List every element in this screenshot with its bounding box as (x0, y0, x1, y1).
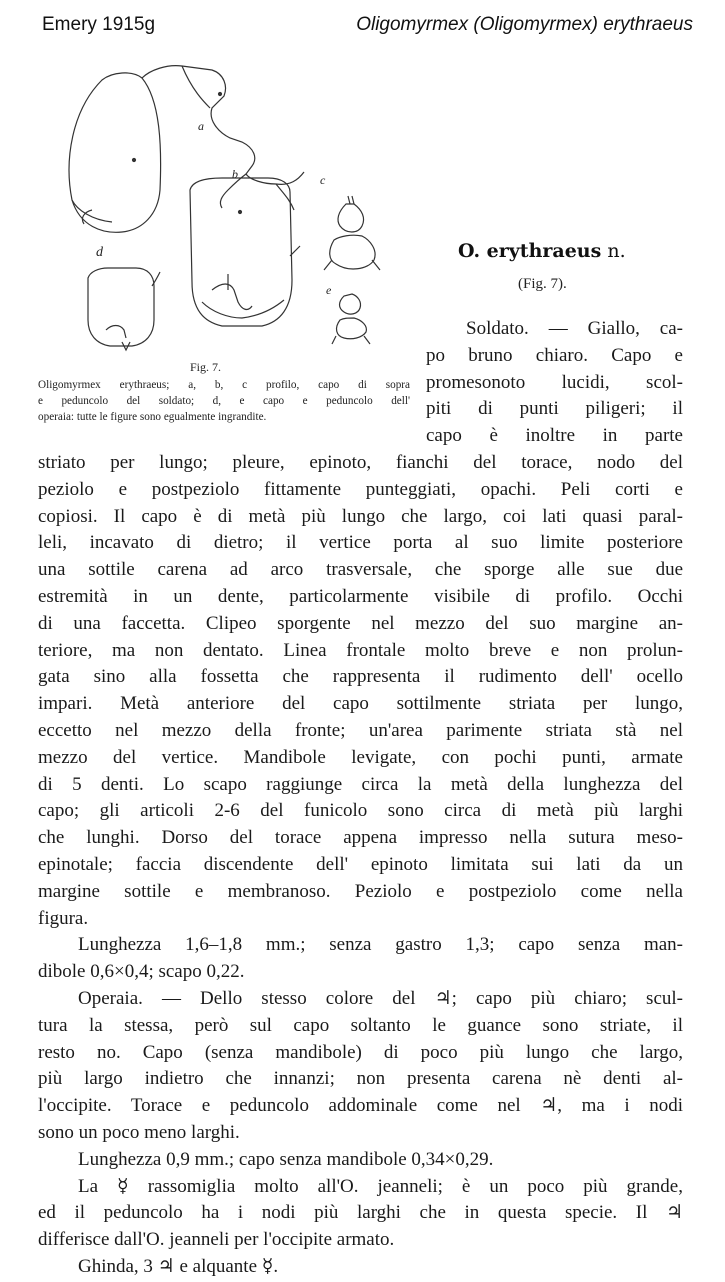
figure-a-profile (69, 66, 304, 233)
description-right-column (426, 316, 683, 450)
figure-caption (38, 377, 410, 425)
text-line: peziolo e postpeziolo fittamente punteggiati, opachi. Peli corti e (38, 478, 683, 500)
text-line: sono un poco meno larghi. (38, 1121, 240, 1143)
text-line: Ghinda, 3 ♃ e alquante ☿. (78, 1255, 279, 1277)
figure-c-peduncle (320, 173, 380, 270)
text-line: gata sino alla fossetta che rappresenta il rudimento dell' ocello (38, 666, 683, 688)
text-line: eccetto nel mezzo della fronte; un'area parimente striata stà nel (38, 719, 683, 741)
label-d: d (96, 245, 103, 260)
figure-7-illustration (32, 50, 412, 360)
caption-line: operaia: tutte le figure sono egualmente ingrandite. (38, 411, 267, 423)
text-line: epinotale; faccia discendente dell' epinoto limitata sui lati da un (38, 853, 683, 875)
text-line: Lunghezza 1,6–1,8 mm.; senza gastro 1,3; capo senza man- (78, 934, 683, 956)
text-line: impari. Metà anteriore del capo sottilmente striata per lungo, (38, 693, 683, 715)
text-line: piti di punti piligeri; il (426, 398, 683, 420)
text-line: copiosi. Il capo è di metà più lungo che largo, coi lati quasi paral- (38, 505, 683, 527)
text-line: mezzo del vertice. Mandibole levigate, con pochi punti, armate (38, 746, 683, 768)
figure-reference: (Fig. 7). (518, 276, 567, 292)
label-a: a (198, 119, 204, 133)
caption-line: e peduncolo del soldato; d, e capo e peduncolo dell' (38, 395, 410, 407)
text-line: margine sottile e membranoso. Peziolo e postpeziolo come nella (38, 880, 683, 902)
text-line: ed il peduncolo ha i nodi più larghi che in questa specie. Il ♃ (38, 1202, 683, 1224)
text-line: di 5 denti. Lo scapo raggiunge circa la metà della lunghezza del (38, 773, 683, 795)
text-line: differisce dall'O. jeanneli per l'occipite armato. (38, 1229, 395, 1251)
text-line: l'occipite. Torace e peduncolo addominale come nel ♃, ma i nodi (38, 1095, 683, 1117)
text-line: resto no. Capo (senza mandibole) di poco più lungo che largo, (38, 1041, 683, 1063)
caption-line: Oligomyrmex erythraeus; a, b, c profilo, capo di sopra (38, 379, 410, 391)
label-c: c (320, 173, 326, 187)
text-line: più largo indietro che innanzi; non presenta carena nè denti al- (38, 1068, 683, 1090)
text-line: dibole 0,6×0,4; scapo 0,22. (38, 961, 245, 983)
figure-d-worker-head (88, 245, 160, 350)
text-line: leli, incavato di dietro; il vertice porta al suo limite posteriore (38, 532, 683, 554)
text-line: Soldato. — Giallo, ca- (466, 318, 683, 339)
text-line: po bruno chiaro. Capo e (426, 344, 683, 366)
label-b: b (232, 167, 238, 181)
text-line: una sottile carena ad arco trasversale, che sporge alle sue due (38, 559, 683, 581)
species-header: Oligomyrmex (Oligomyrmex) erythraeus (356, 14, 693, 35)
text-line: che lunghi. Dorso del torace appena impresso nella sutura meso- (38, 827, 683, 849)
text-line: figura. (38, 907, 89, 929)
species-heading (458, 240, 626, 262)
text-line: teriore, ma non dentato. Linea frontale molto breve e non prolun- (38, 639, 683, 661)
text-line: La ☿ rassomiglia molto all'O. jeanneli; è un poco più grande, (78, 1175, 683, 1197)
text-line: tura la stessa, però sul capo soltanto le guance sono striate, il (38, 1014, 683, 1036)
text-line: capo è inoltre in parte (426, 425, 683, 447)
description-main (38, 450, 683, 1281)
text-line: capo; gli articoli 2-6 del funicolo sono circa di metà più larghi (38, 800, 683, 822)
figure-title: Fig. 7. (190, 360, 222, 374)
figure-b-head-above (190, 167, 300, 326)
text-line: striato per lungo; pleure, epinoto, fianchi del torace, nodo del (38, 452, 683, 473)
author-year: Emery 1915g (42, 14, 156, 35)
text-line: Operaia. — Dello stesso colore del ♃; capo più chiaro; scul- (78, 987, 683, 1009)
text-line: di una faccetta. Clipeo sporgente nel mezzo del suo margine an- (38, 612, 683, 634)
label-e: e (326, 283, 332, 297)
text-line: promesonoto lucidi, scol- (426, 371, 683, 393)
text-line: Lunghezza 0,9 mm.; capo senza mandibole 0,34×0,29. (78, 1148, 494, 1170)
species-suffix: n. (607, 240, 626, 262)
species-name: O. erythraeus (458, 240, 602, 262)
figure-e-worker-peduncle (326, 283, 370, 344)
text-line: estremità in un dente, particolarmente visibile di profilo. Occhi (38, 585, 683, 607)
